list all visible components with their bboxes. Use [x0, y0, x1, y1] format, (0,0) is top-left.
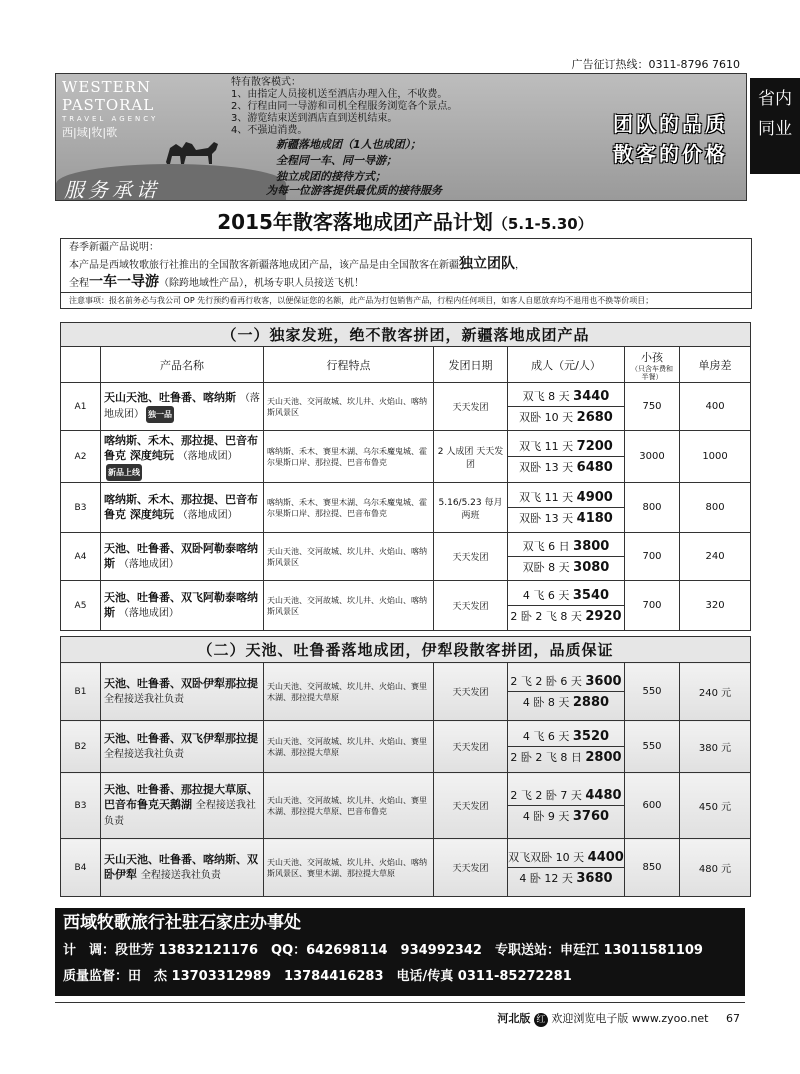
product-feature: 天山天池、交河故城、坎儿井、火焰山、喀纳斯风景区 [264, 383, 434, 431]
feature-item: 特有散客模式： [231, 77, 301, 88]
promise-point: 全程同一车、同一导游； [276, 154, 397, 167]
agency-logo [62, 78, 227, 140]
product-suffix: 全程接送我社负责 [104, 694, 184, 705]
table-row [61, 721, 751, 773]
intro-line2 [61, 274, 751, 292]
departure-date: 5.16/5.23 每月两班 [434, 483, 508, 533]
price-value: 2920 [585, 609, 622, 624]
promise-point: 新疆落地成团（1人也成团）； [276, 138, 422, 151]
product-name-text: 天池、吐鲁番、双卧伊犁那拉提 [104, 677, 258, 690]
price-option-1 [508, 847, 624, 867]
price-label: 双卧 8 天 [522, 561, 574, 574]
adult-price [508, 721, 625, 773]
adult-price [508, 483, 625, 533]
edition-label: 河北版 [497, 1012, 531, 1025]
product-name [101, 839, 264, 897]
single-supplement: 240 [680, 533, 751, 581]
price-label: 2 飞 2 卧 6 天 [510, 675, 586, 688]
contact-block [55, 938, 745, 996]
table-row [61, 383, 751, 431]
product-feature: 天山天池、交河故城、坎儿井、火焰山、喀纳斯风景区、赛里木湖、那拉提大草原 [264, 839, 434, 897]
col-single: 单房差 [680, 347, 751, 383]
child-price: 550 [625, 721, 680, 773]
service-banner [55, 73, 747, 201]
price-label: 4 飞 6 天 [522, 730, 573, 743]
product-code: B3 [61, 773, 101, 839]
product-name-text: 天池、吐鲁番、那拉提大草原、巴音布鲁克天鹅湖 [104, 783, 258, 811]
service-promise: 服务承诺 [64, 178, 160, 201]
table-row [61, 431, 751, 483]
single-supplement: 380 元 [680, 721, 751, 773]
contact-line: 质量监督：田 杰 13703312989 13784416283 电话/传真 0311-85272281 [63, 969, 572, 984]
product-suffix: 全程接送我社负责 [140, 870, 221, 881]
intro-text: （除跨地域性产品），机场专职人员接送飞机！ [159, 278, 364, 289]
product-feature: 喀纳斯、禾木、赛里木湖、乌尔禾魔鬼城、霍尔果斯口岸、那拉提、巴音布鲁克 [264, 431, 434, 483]
table-row [61, 581, 751, 631]
single-supplement: 320 [680, 581, 751, 631]
price-value: 3680 [576, 871, 613, 886]
product-name-text: 喀纳斯、禾木、那拉提、巴音布鲁克 深度纯玩 [104, 493, 258, 521]
price-value: 2680 [576, 410, 613, 425]
footer-link-text[interactable]: 欢迎浏览电子版 www.zyoo.net [551, 1012, 709, 1025]
product-feature: 天山天池、交河故城、坎儿井、火焰山、赛里木湖、那拉提大草原 [264, 721, 434, 773]
side-tab [750, 78, 800, 174]
product-code: B4 [61, 839, 101, 897]
product-table-b [60, 636, 751, 897]
price-value: 3800 [573, 539, 610, 554]
price-label: 4 卧 8 天 [522, 696, 573, 709]
child-price: 800 [625, 483, 680, 533]
product-code: B3 [61, 483, 101, 533]
table-row [61, 533, 751, 581]
child-price: 700 [625, 581, 680, 631]
price-label: 双飞 11 天 [519, 491, 577, 504]
product-table-a [60, 322, 751, 631]
product-name [101, 663, 264, 721]
product-suffix: 全程接送我社负责 [104, 800, 256, 827]
child-price: 700 [625, 533, 680, 581]
product-feature: 天山天池、交河故城、坎儿井、火焰山、喀纳斯风景区 [264, 581, 434, 631]
logo-sub: TRAVEL AGENCY [62, 115, 159, 123]
feature-item: 4、不强迫消费。 [231, 125, 308, 136]
price-label: 2 卧 2 飞 8 天 [510, 610, 586, 623]
price-option-2 [508, 691, 624, 712]
single-supplement: 400 [680, 383, 751, 431]
product-code: A5 [61, 581, 101, 631]
col-name: 产品名称 [101, 347, 264, 383]
product-suffix: 全程接送我社负责 [104, 749, 184, 760]
product-feature: 天山天池、交河故城、坎儿井、火焰山、喀纳斯风景区 [264, 533, 434, 581]
section-heading-1: （一）独家发班，绝不散客拼团，新疆落地成团产品 [61, 323, 751, 347]
price-label: 4 飞 6 天 [522, 589, 573, 602]
price-label: 双飞 8 天 [522, 390, 574, 403]
price-value: 3540 [572, 588, 610, 603]
product-name-text: 天池、吐鲁番、双卧阿勒泰喀纳斯 [104, 542, 258, 570]
child-price: 850 [625, 839, 680, 897]
product-name [101, 431, 264, 483]
price-value: 4400 [587, 850, 624, 865]
adult-price [508, 431, 625, 483]
logo-en: WESTERN PASTORAL [62, 78, 155, 114]
mark-icon: 红 [534, 1013, 548, 1027]
price-value: 4900 [576, 490, 613, 505]
departure-date: 天天发团 [434, 839, 508, 897]
logo-cn: 西|域|牧|歌 [62, 126, 118, 139]
table-row [61, 773, 751, 839]
product-suffix: （落地成团） [118, 608, 179, 619]
price-label: 双卧 13 天 [519, 461, 577, 474]
product-feature: 天山天池、交河故城、坎儿井、火焰山、赛里木湖、那拉提大草原、巴音布鲁克 [264, 773, 434, 839]
price-label: 2 飞 2 卧 7 天 [510, 789, 586, 802]
product-suffix: （落地成团） [177, 510, 238, 521]
departure-date: 天天发团 [434, 383, 508, 431]
new-badge: 新品上线 [106, 464, 142, 481]
price-option-1 [508, 785, 624, 805]
price-option-1 [508, 671, 624, 691]
table-row [61, 663, 751, 721]
price-value: 3600 [585, 674, 622, 689]
departure-date: 天天发团 [434, 773, 508, 839]
table-row [61, 483, 751, 533]
side-tab-line1: 省内 [758, 89, 792, 109]
price-value: 3520 [572, 729, 610, 744]
intro-text: 全程 [69, 278, 89, 289]
price-label: 双飞 6 日 [522, 540, 574, 553]
adult-price [508, 383, 625, 431]
product-name-text: 天山天池、吐鲁番、喀纳斯 [104, 391, 236, 404]
product-name [101, 483, 264, 533]
price-option-2 [508, 507, 624, 528]
price-label: 双飞 11 天 [519, 440, 577, 453]
price-option-1 [508, 487, 624, 507]
table-row [61, 839, 751, 897]
feature-item: 3、游览结束送到酒店直到送机结束。 [231, 113, 398, 124]
single-supplement: 480 元 [680, 839, 751, 897]
departure-date: 2 人成团 天天发团 [434, 431, 508, 483]
col-child [625, 347, 680, 383]
title-main: 2015年散客落地成团产品计划 [217, 210, 493, 234]
page-title [60, 206, 750, 235]
price-label: 双卧 10 天 [519, 411, 577, 424]
slogan-price: 散客的价格 [613, 142, 728, 166]
price-value: 3760 [572, 809, 610, 824]
product-name-text: 喀纳斯、禾木、那拉提、巴音布鲁克 深度纯玩 [104, 433, 258, 462]
adult-price [508, 839, 625, 897]
product-suffix: （落地成团） [177, 450, 238, 462]
price-option-1 [508, 386, 624, 406]
adult-price [508, 581, 625, 631]
product-name [101, 773, 264, 839]
departure-date: 天天发团 [434, 533, 508, 581]
contact-line: 计 调：段世芳 13832121176 QQ：642698114 934992342 专职送站：申廷江 13011581109 [63, 943, 703, 958]
col-child-label: 小孩 [641, 350, 663, 364]
col-child-note: （只含车费和半餐） [631, 364, 673, 381]
col-feature: 行程特点 [264, 347, 434, 383]
product-name-text: 天山天池、吐鲁番、喀纳斯、双卧伊犁 [104, 853, 258, 881]
product-code: B1 [61, 663, 101, 721]
product-suffix: （落地成团） [118, 559, 179, 570]
price-option-1 [508, 436, 624, 456]
child-price: 600 [625, 773, 680, 839]
product-intro [60, 238, 752, 309]
product-name [101, 581, 264, 631]
product-feature: 天山天池、交河故城、坎儿井、火焰山、赛里木湖、那拉提大草原 [264, 663, 434, 721]
price-value: 2880 [572, 695, 610, 710]
slogan-quality: 团队的品质 [613, 112, 728, 136]
footer-divider [55, 1002, 745, 1003]
single-supplement: 240 元 [680, 663, 751, 721]
price-option-1 [508, 585, 624, 605]
price-label: 双飞双卧 10 天 [508, 851, 588, 864]
single-supplement: 450 元 [680, 773, 751, 839]
adult-price [508, 773, 625, 839]
child-price: 550 [625, 663, 680, 721]
product-name-text: 天池、吐鲁番、双飞伊犁那拉提 [104, 732, 258, 745]
product-name-text: 天池、吐鲁番、双飞阿勒泰喀纳斯 [104, 591, 258, 619]
price-label: 4 卧 9 天 [522, 810, 573, 823]
departure-date: 天天发团 [434, 663, 508, 721]
ad-hotline: 广告征订热线：0311-8796 7610 [571, 58, 740, 71]
price-value: 2800 [585, 750, 622, 765]
product-name [101, 533, 264, 581]
adult-price [508, 533, 625, 581]
price-value: 4480 [585, 788, 622, 803]
price-option-2 [508, 805, 624, 826]
col-code [61, 347, 101, 383]
price-value: 3440 [573, 389, 610, 404]
product-name [101, 383, 264, 431]
price-label: 4 卧 12 天 [519, 872, 577, 885]
page-number: 67 [726, 1012, 740, 1025]
product-suffix: （落地成团） [104, 393, 260, 420]
product-code: A2 [61, 431, 101, 483]
product-code: A4 [61, 533, 101, 581]
child-price: 3000 [625, 431, 680, 483]
price-option-2 [508, 605, 624, 626]
adult-price [508, 663, 625, 721]
notice-text: 注意事项：报名前务必与我公司 OP 先行预约看再行收客，以便保证您的名额，此产品为打包销售产品，行程内任何项目，如客人自愿放弃均不退用也不换等价项目； [61, 292, 751, 308]
intro-text: 本产品是西域牧歌旅行社推出的全国散客新疆落地成团产品，该产品是由全国散客在新疆 [69, 260, 459, 271]
price-label: 2 卧 2 飞 8 日 [510, 751, 586, 764]
intro-heading: 春季新疆产品说明： [69, 242, 159, 253]
price-label: 双卧 13 天 [519, 512, 577, 525]
feature-item: 1、由指定人员接机送至酒店办理入住，不收费。 [231, 89, 448, 100]
departure-date: 天天发团 [434, 581, 508, 631]
title-range: （5.1-5.30） [492, 215, 593, 233]
side-tab-line2: 同业 [758, 119, 792, 139]
feature-item: 2、行程由同一导游和司机全程服务浏览各个景点。 [231, 101, 458, 112]
price-value: 4180 [576, 511, 613, 526]
price-value: 3080 [573, 560, 610, 575]
price-option-2 [508, 456, 624, 477]
intro-line1: 本产品是西域牧歌旅行社推出的全国散客新疆落地成团产品，该产品是由全国散客在新疆独立团队， [69, 256, 525, 272]
intro-highlight: 独立团队 [459, 256, 515, 272]
intro-highlight: 一车一导游 [89, 274, 159, 290]
new-badge: 独一品 [146, 406, 174, 423]
price-option-1 [508, 536, 624, 556]
product-code: A1 [61, 383, 101, 431]
price-option-2 [508, 406, 624, 427]
promise-point: 为每一位游客提供最优质的接待服务 [266, 184, 442, 197]
price-option-2 [508, 556, 624, 577]
price-option-1 [508, 726, 624, 746]
feature-list [231, 77, 457, 137]
child-price: 750 [625, 383, 680, 431]
col-date: 发团日期 [434, 347, 508, 383]
product-feature: 喀纳斯、禾木、赛里木湖、乌尔禾魔鬼城、霍尔果斯口岸、那拉提、巴音布鲁克 [264, 483, 434, 533]
single-supplement: 800 [680, 483, 751, 533]
page-footer [497, 1010, 740, 1027]
price-value: 6480 [576, 460, 613, 475]
office-name: 西域牧歌旅行社驻石家庄办事处 [55, 908, 745, 938]
price-option-2 [508, 867, 624, 888]
departure-date: 天天发团 [434, 721, 508, 773]
section-heading-2: （二）天池、吐鲁番落地成团，伊犁段散客拼团，品质保证 [61, 637, 751, 663]
promise-point: 独立成团的接待方式； [276, 170, 386, 183]
price-option-2 [508, 746, 624, 767]
product-code: B2 [61, 721, 101, 773]
price-value: 7200 [576, 439, 613, 454]
single-supplement: 1000 [680, 431, 751, 483]
col-adult: 成人（元/人） [508, 347, 625, 383]
product-name [101, 721, 264, 773]
